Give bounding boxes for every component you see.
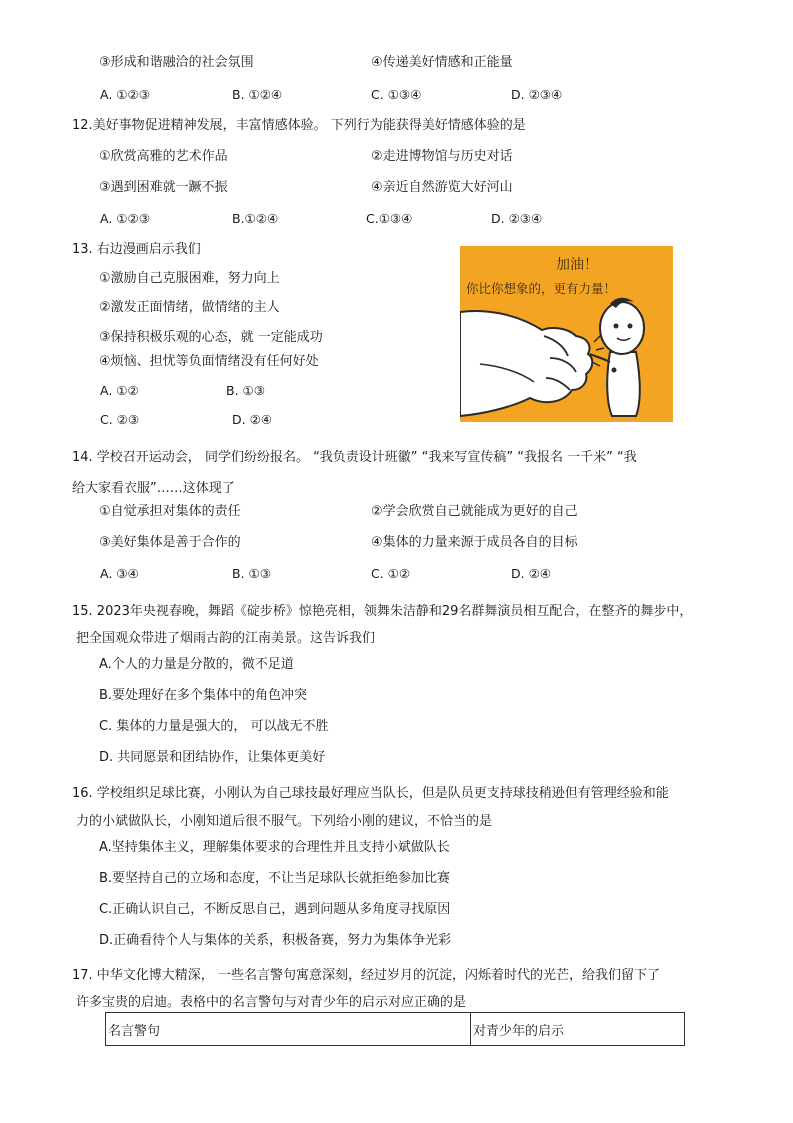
q15-stem-line1: 15. 2023年央视春晚，舞蹈《碇步桥》惊艳亮相，领舞朱洁静和29名群舞演员相互配合，在整齐的舞步中， bbox=[72, 604, 693, 619]
comic-caption-line2: 你比你想象的，更有力量！ bbox=[466, 281, 617, 296]
q13-option-a: A. ①② bbox=[100, 383, 139, 398]
q14-item-4: ④集体的力量来源于成员各自的目标 bbox=[371, 535, 578, 550]
q12-option-d: D. ②③④ bbox=[491, 211, 543, 226]
q12-item-1: ①欣赏高雅的艺术作品 bbox=[99, 149, 228, 164]
q14-item-2: ②学会欣赏自己就能成为更好的自己 bbox=[371, 504, 578, 519]
q16-option-d: D.正确看待个人与集体的关系，积极备赛，努力为集体争光彩 bbox=[99, 933, 452, 948]
q11-option-c: C. ①③④ bbox=[371, 87, 422, 102]
q13-option-d: D. ②④ bbox=[232, 412, 272, 427]
q13-option-b: B. ①③ bbox=[226, 383, 265, 398]
q15-option-d: D. 共同愿景和团结协作，让集体更美好 bbox=[99, 750, 326, 765]
q12-option-b: B.①②④ bbox=[232, 211, 279, 226]
q13-stem: 13. 右边漫画启示我们 bbox=[72, 242, 201, 257]
q14-item-1: ①自觉承担对集体的责任 bbox=[99, 504, 241, 519]
q12-option-c: C.①③④ bbox=[366, 211, 413, 226]
q17-stem-line2: 许多宝贵的启迪。表格中的名言警句与对青少年的启示对应正确的是 bbox=[76, 995, 467, 1010]
q16-stem-line2: 力的小斌做队长，小刚知道后很不服气。下列给小刚的建议，不恰当的是 bbox=[76, 814, 493, 829]
q16-option-c: C.正确认识自己，不断反思自己，遇到问题从多角度寻找原因 bbox=[99, 902, 451, 917]
q11-option-b: B. ①②④ bbox=[232, 87, 283, 102]
table-header-row bbox=[106, 1013, 685, 1046]
q16-option-a: A.坚持集体主义，理解集体要求的合理性并且支持小斌做队长 bbox=[99, 840, 450, 855]
fist-bump-drawing bbox=[460, 246, 673, 422]
quote-table bbox=[105, 1012, 685, 1046]
q12-stem: 12.美好事物促进精神发展，丰富情感体验。 下列行为能获得美好情感体验的是 bbox=[72, 118, 526, 133]
q13-item-2: ②激发正面情绪，做情绪的主人 bbox=[99, 300, 280, 315]
q13-item-4: ④烦恼、担忧等负面情绪没有任何好处 bbox=[99, 354, 319, 369]
q11-option-a: A. ①②③ bbox=[100, 87, 150, 102]
q13-item-1: ①激励自己克服困难，努力向上 bbox=[99, 271, 280, 286]
q15-option-a: A.个人的力量是分散的，微不足道 bbox=[99, 657, 294, 672]
q15-stem-line2: 把全国观众带进了烟雨古韵的江南美景。这告诉我们 bbox=[76, 631, 376, 646]
q14-option-d: D. ②④ bbox=[511, 566, 551, 581]
q11-option-d: D. ②③④ bbox=[511, 87, 563, 102]
q12-item-3: ③遇到困难就一蹶不振 bbox=[99, 180, 228, 195]
q11-item-4: ④传递美好情感和正能量 bbox=[371, 55, 513, 70]
q14-item-3: ③美好集体是善于合作的 bbox=[99, 535, 241, 550]
table-header-quote: 名言警句 bbox=[106, 1013, 471, 1046]
comic-caption-line1: 加油！ bbox=[556, 257, 598, 273]
q14-option-c: C. ①② bbox=[371, 566, 411, 581]
q12-item-2: ②走进博物馆与历史对话 bbox=[371, 149, 513, 164]
q12-item-4: ④亲近自然游览大好河山 bbox=[371, 180, 513, 195]
table-header-inspiration: 对青少年的启示 bbox=[471, 1013, 685, 1046]
q14-stem-line2: 给大家看衣服”……这体现了 bbox=[72, 481, 235, 496]
q15-option-b: B.要处理好在多个集体中的角色冲突 bbox=[99, 688, 308, 703]
q14-option-b: B. ①③ bbox=[232, 566, 271, 581]
comic-illustration bbox=[460, 246, 673, 422]
q16-option-b: B.要坚持自己的立场和态度，不让当足球队长就拒绝参加比赛 bbox=[99, 871, 451, 886]
q16-stem-line1: 16. 学校组织足球比赛，小刚认为自己球技最好理应当队长，但是队员更支持球技稍逊但有管理经验和能 bbox=[72, 786, 669, 801]
q13-item-3: ③保持积极乐观的心态，就 一定能成功 bbox=[99, 330, 323, 345]
q11-item-3: ③形成和谐融洽的社会氛围 bbox=[99, 55, 254, 70]
q12-option-a: A. ①②③ bbox=[100, 211, 150, 226]
q13-option-c: C. ②③ bbox=[100, 412, 140, 427]
q14-option-a: A. ③④ bbox=[100, 566, 139, 581]
q14-stem-line1: 14. 学校召开运动会， 同学们纷纷报名。 “我负责设计班徽” “我来写宣传稿” “我报名 一千米” “我 bbox=[72, 450, 637, 465]
q15-option-c: C. 集体的力量是强大的， 可以战无不胜 bbox=[99, 719, 329, 734]
q17-stem-line1: 17. 中华文化博大精深， 一些名言警句寓意深刻，经过岁月的沉淀，闪烁着时代的光芒，给我们留下了 bbox=[72, 968, 660, 983]
